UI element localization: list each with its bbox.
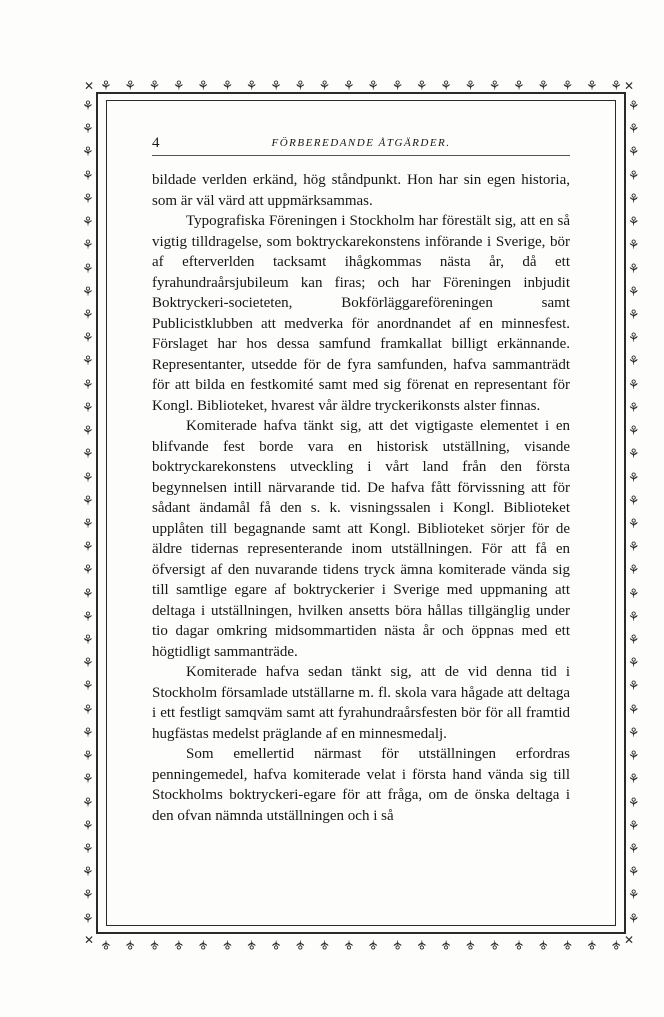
border-ornament-icon: ⚘ (82, 749, 94, 765)
body-text (152, 170, 570, 826)
border-ornament-icon: ⚘ (82, 99, 94, 114)
border-ornament-icon: ⚘ (464, 936, 477, 951)
border-ornament-icon: ⚘ (197, 79, 209, 94)
border-ornament-icon: ⚘ (628, 307, 640, 323)
border-ornament-icon: ⚘ (628, 400, 640, 416)
border-ornament-icon: ⚘ (294, 79, 307, 94)
border-ornament-icon: ⚘ (172, 936, 185, 951)
border-ornament-icon: ⚘ (82, 284, 94, 300)
corner-ornament-top-left: ✕ (84, 79, 95, 93)
border-ornament-icon: ⚘ (628, 609, 640, 625)
border-ornament-icon: ⚘ (628, 749, 640, 765)
border-ornament-icon: ⚘ (82, 168, 94, 184)
paragraph-4: Komiterade hafva sedan tänkt sig, att de vid denna tid i Stockholm församlade utställarne m. fl. skola vara hågade att deltaga i ett festligt samqväm samt att fyrahundraårsfesten bör för all framtid hugfästas medelst präglande af en minnesmedalj. (152, 664, 570, 742)
border-ornament-icon: ⚘ (82, 702, 94, 718)
border-ornament-icon: ⚘ (82, 865, 94, 881)
border-ornament-icon: ⚘ (561, 936, 574, 951)
paragraph-3: Komiterade hafva tänkt sig, att det vigtigaste elementet i en blifvande fest borde vara en historisk utställning, visande boktryckarekonstens utveckling i vårt land från den första begynnelsen intill närvarande tid. De hafva fått förvissning att för sådant ändamål få den s. k. visningssalen i Kongl. Biblioteket upplåten till begagnande samt att Kongl. Biblioteket sörjer för de äldre tidernas representerande inom utställningen. För att få en öfversigt af den nuvarande tidens tryck ämna komiterade vända sig till samtlige egare af boktryckerier i Sverige med uppmaning att deltaga i utställningen, hvilken ansetts böra hållas tillgänglig under tio dagar omkring midsommartiden nästa år och öppnas med ett högtidligt sammanträde. (152, 418, 570, 660)
border-ornament-icon: ⚘ (124, 936, 136, 951)
border-ornament-icon: ⚘ (610, 936, 622, 951)
border-ornament-icon: ⚘ (628, 331, 640, 347)
border-ornament-icon: ⚘ (628, 865, 640, 881)
border-ornament-icon: ⚘ (628, 215, 640, 231)
border-ornament-icon: ⚘ (488, 79, 501, 94)
border-ornament-icon: ⚘ (82, 122, 94, 138)
border-ornament-icon: ⚘ (628, 145, 640, 161)
page-header (152, 133, 570, 156)
border-ornament-icon: ⚘ (537, 936, 549, 951)
border-ornament-icon: ⚘ (82, 633, 94, 649)
border-ornament-icon: ⚘ (488, 936, 501, 951)
border-ornament-icon: ⚘ (628, 261, 640, 277)
right-ornament-column (628, 100, 640, 926)
border-ornament-icon: ⚘ (628, 911, 640, 927)
border-ornament-icon: ⚘ (440, 79, 452, 94)
top-ornament-row (100, 80, 622, 93)
border-ornament-icon: ⚘ (342, 79, 355, 94)
running-head: FÖRBEREDANDE ÅTGÄRDER. (271, 137, 451, 149)
border-ornament-icon: ⚘ (628, 563, 640, 579)
border-ornament-icon: ⚘ (82, 331, 94, 347)
border-ornament-icon: ⚘ (628, 493, 640, 509)
border-ornament-icon: ⚘ (82, 888, 94, 904)
border-ornament-icon: ⚘ (221, 936, 234, 951)
border-ornament-icon: ⚘ (610, 79, 622, 94)
border-ornament-icon: ⚘ (82, 818, 94, 834)
paragraph-2: Typografiska Föreningen i Stockholm har förestält sig, att en så vigtig tilldragelse, som boktryckarekonstens införande i Sverige, bör af efterverlden tacksamt ihågkommas nästa år, då ett fyrahundraårsjubileum kan firas; och har Föreningen inbjudit Boktryckeri-societeten, Bokförläggareföreningen samt Publicistklubben att medverka för anordnandet af en minnesfest. Förslaget har hos dessa samfund framkallat billigt erkännande. Representanter, utsedde för de fyra samfunden, hafva sammanträdt för att bilda en festkomité samt med sig förenat en representant för Kongl. Biblioteket, hvarest vår äldre tryckerikonsts alster finnas. (152, 213, 570, 414)
border-ornament-icon: ⚘ (221, 79, 234, 94)
border-ornament-icon: ⚘ (391, 936, 404, 951)
border-ornament-icon: ⚘ (464, 79, 477, 94)
border-ornament-icon: ⚘ (82, 609, 94, 625)
border-ornament-icon: ⚘ (628, 99, 640, 114)
border-ornament-icon: ⚘ (318, 79, 331, 94)
border-ornament-icon: ⚘ (82, 516, 94, 532)
paragraph-5: Som emellertid närmast för utställningen erfordras penningemedel, hafva komiterade velat i första hand vända sig till Stockholms boktryckeri-egare för att fråga, om de önska deltaga i den ofvan nämnda utställningen och i så (152, 746, 570, 824)
border-ornament-icon: ⚘ (628, 516, 640, 532)
border-ornament-icon: ⚘ (628, 586, 640, 602)
left-ornament-column (82, 100, 94, 926)
border-ornament-icon: ⚘ (367, 936, 379, 951)
border-ornament-icon: ⚘ (628, 842, 640, 857)
border-ornament-icon: ⚘ (82, 772, 94, 788)
border-ornament-icon: ⚘ (82, 261, 94, 277)
border-ornament-icon: ⚘ (628, 191, 640, 207)
border-ornament-icon: ⚘ (628, 377, 640, 393)
border-ornament-icon: ⚘ (172, 79, 185, 94)
border-ornament-icon: ⚘ (415, 936, 428, 951)
border-ornament-icon: ⚘ (270, 936, 282, 951)
border-ornament-icon: ⚘ (82, 842, 94, 857)
border-ornament-icon: ⚘ (367, 79, 379, 94)
border-ornament-icon: ⚘ (294, 936, 307, 951)
border-ornament-icon: ⚘ (628, 818, 640, 834)
border-ornament-icon: ⚘ (628, 424, 640, 440)
border-ornament-icon: ⚘ (415, 79, 428, 94)
border-ornament-icon: ⚘ (561, 79, 574, 94)
border-ornament-icon: ⚘ (628, 540, 640, 556)
border-ornament-icon: ⚘ (82, 377, 94, 393)
border-ornament-icon: ⚘ (100, 79, 112, 94)
corner-ornament-bottom-right: ✕ (624, 933, 635, 947)
border-ornament-icon: ⚘ (628, 702, 640, 718)
border-ornament-icon: ⚘ (628, 168, 640, 184)
border-ornament-icon: ⚘ (628, 888, 640, 904)
border-ornament-icon: ⚘ (628, 679, 640, 695)
border-ornament-icon: ⚘ (628, 354, 640, 370)
border-ornament-icon: ⚘ (82, 238, 94, 254)
border-ornament-icon: ⚘ (342, 936, 355, 951)
border-ornament-icon: ⚘ (391, 79, 404, 94)
border-ornament-icon: ⚘ (82, 145, 94, 161)
border-ornament-icon: ⚘ (628, 795, 640, 811)
border-ornament-icon: ⚘ (318, 936, 331, 951)
border-ornament-icon: ⚘ (82, 493, 94, 509)
border-ornament-icon: ⚘ (82, 656, 94, 672)
border-ornament-icon: ⚘ (537, 79, 549, 94)
border-ornament-icon: ⚘ (82, 354, 94, 370)
border-ornament-icon: ⚘ (513, 936, 525, 951)
border-ornament-icon: ⚘ (628, 772, 640, 788)
border-ornament-icon: ⚘ (628, 284, 640, 300)
bottom-ornament-row (100, 937, 622, 950)
border-ornament-icon: ⚘ (82, 563, 94, 579)
border-ornament-icon: ⚘ (82, 307, 94, 323)
border-ornament-icon: ⚘ (585, 936, 598, 951)
border-ornament-icon: ⚘ (197, 936, 209, 951)
border-ornament-icon: ⚘ (124, 79, 136, 94)
border-ornament-icon: ⚘ (270, 79, 282, 94)
page-number: 4 (152, 135, 160, 151)
corner-ornament-top-right: ✕ (624, 79, 635, 93)
border-ornament-icon: ⚘ (100, 936, 112, 951)
border-ornament-icon: ⚘ (628, 633, 640, 649)
border-ornament-icon: ⚘ (82, 447, 94, 463)
paragraph-1: bildade verlden erkänd, hög ståndpunkt. Hon har sin egen historia, som är väl värd att uppmärksammas. (152, 172, 570, 209)
border-ornament-icon: ⚘ (82, 215, 94, 231)
border-ornament-icon: ⚘ (82, 191, 94, 207)
border-ornament-icon: ⚘ (82, 400, 94, 416)
border-ornament-icon: ⚘ (628, 656, 640, 672)
border-ornament-icon: ⚘ (148, 79, 161, 94)
border-ornament-icon: ⚘ (628, 122, 640, 138)
border-ornament-icon: ⚘ (628, 725, 640, 741)
border-ornament-icon: ⚘ (82, 795, 94, 811)
border-ornament-icon: ⚘ (245, 936, 258, 951)
border-ornament-icon: ⚘ (82, 424, 94, 440)
border-ornament-icon: ⚘ (628, 470, 640, 486)
border-ornament-icon: ⚘ (82, 470, 94, 486)
corner-ornament-bottom-left: ✕ (84, 933, 95, 947)
border-ornament-icon: ⚘ (82, 911, 94, 927)
border-ornament-icon: ⚘ (440, 936, 452, 951)
border-ornament-icon: ⚘ (82, 540, 94, 556)
border-ornament-icon: ⚘ (82, 679, 94, 695)
border-ornament-icon: ⚘ (148, 936, 161, 951)
border-ornament-icon: ⚘ (628, 447, 640, 463)
border-ornament-icon: ⚘ (628, 238, 640, 254)
border-ornament-icon: ⚘ (82, 586, 94, 602)
border-ornament-icon: ⚘ (245, 79, 258, 94)
border-ornament-icon: ⚘ (513, 79, 525, 94)
border-ornament-icon: ⚘ (82, 725, 94, 741)
border-ornament-icon: ⚘ (585, 79, 598, 94)
